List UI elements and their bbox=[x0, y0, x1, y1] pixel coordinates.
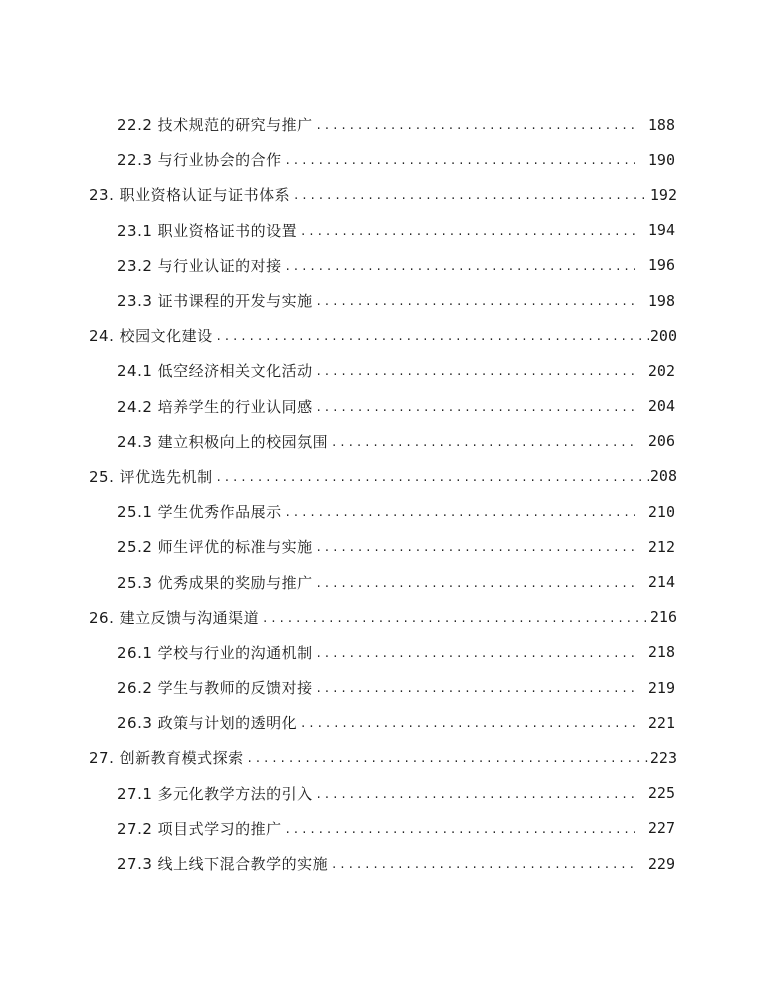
toc-page-number: 214 bbox=[647, 573, 675, 592]
toc-entry-title: 24.2 培养学生的行业认同感 bbox=[117, 397, 313, 416]
toc-page-number: 190 bbox=[647, 150, 675, 169]
toc-entry[interactable] bbox=[0, 142, 765, 177]
dot-leader bbox=[332, 857, 635, 872]
toc-entry-title: 25. 评优选先机制 bbox=[89, 467, 213, 486]
dot-leader bbox=[317, 681, 635, 696]
dot-leader bbox=[301, 716, 635, 731]
toc-page-number: 194 bbox=[647, 221, 675, 240]
toc-entry[interactable] bbox=[0, 389, 765, 424]
dot-leader bbox=[317, 400, 635, 415]
dot-leader bbox=[317, 118, 635, 133]
dot-leader bbox=[294, 188, 649, 203]
toc-entry[interactable] bbox=[0, 635, 765, 670]
toc-page-number: 204 bbox=[647, 397, 675, 416]
dot-leader bbox=[317, 294, 635, 309]
dot-leader bbox=[217, 329, 649, 344]
dot-leader bbox=[286, 505, 635, 520]
toc-entry[interactable] bbox=[0, 424, 765, 459]
toc-entry[interactable] bbox=[0, 811, 765, 846]
toc-entry-title: 24. 校园文化建设 bbox=[89, 327, 213, 346]
toc-entry-title: 26.1 学校与行业的沟通机制 bbox=[117, 643, 313, 662]
toc-page-number: 227 bbox=[647, 819, 675, 838]
toc-entry-title: 23. 职业资格认证与证书体系 bbox=[89, 186, 291, 205]
toc-entry[interactable] bbox=[0, 353, 765, 388]
dot-leader bbox=[332, 435, 635, 450]
toc-chapter-entry[interactable] bbox=[0, 177, 765, 212]
toc-entry-title: 22.3 与行业协会的合作 bbox=[117, 151, 282, 170]
toc-entry-title: 23.3 证书课程的开发与实施 bbox=[117, 292, 313, 311]
toc-entry-title: 24.1 低空经济相关文化活动 bbox=[117, 362, 313, 381]
toc-entry-title: 27.3 线上线下混合教学的实施 bbox=[117, 855, 329, 874]
toc-page-number: 188 bbox=[647, 115, 675, 134]
toc-entry-title: 26.3 政策与计划的透明化 bbox=[117, 714, 298, 733]
toc-entry[interactable] bbox=[0, 283, 765, 318]
toc-entry-title: 23.2 与行业认证的对接 bbox=[117, 256, 282, 275]
toc-page-number: 218 bbox=[647, 643, 675, 662]
toc-entry[interactable] bbox=[0, 213, 765, 248]
toc-entry[interactable] bbox=[0, 529, 765, 564]
toc-page-number: 229 bbox=[647, 854, 675, 873]
toc-entry[interactable] bbox=[0, 705, 765, 740]
toc-chapter-entry[interactable] bbox=[0, 459, 765, 494]
toc-entry-title: 24.3 建立积极向上的校园氛围 bbox=[117, 432, 329, 451]
toc-page-number: 216 bbox=[649, 608, 677, 627]
dot-leader bbox=[317, 576, 635, 591]
toc-page-number: 206 bbox=[647, 432, 675, 451]
toc-page-number: 223 bbox=[649, 748, 677, 767]
toc-chapter-entry[interactable] bbox=[0, 318, 765, 353]
toc-entry[interactable] bbox=[0, 107, 765, 142]
dot-leader bbox=[286, 822, 635, 837]
toc-chapter-entry[interactable] bbox=[0, 740, 765, 775]
dot-leader bbox=[286, 259, 635, 274]
toc-entry-title: 25.3 优秀成果的奖励与推广 bbox=[117, 573, 313, 592]
toc-page-number: 192 bbox=[649, 185, 677, 204]
toc-page-number: 198 bbox=[647, 291, 675, 310]
toc-page-number: 196 bbox=[647, 256, 675, 275]
toc-entry[interactable] bbox=[0, 564, 765, 599]
toc-entry-title: 25.2 师生评优的标准与实施 bbox=[117, 538, 313, 557]
table-of-contents bbox=[0, 107, 765, 881]
toc-entry-title: 22.2 技术规范的研究与推广 bbox=[117, 116, 313, 135]
toc-entry-title: 23.1 职业资格证书的设置 bbox=[117, 221, 298, 240]
toc-page-number: 200 bbox=[649, 326, 677, 345]
toc-page-number: 202 bbox=[647, 361, 675, 380]
toc-page-number: 210 bbox=[647, 502, 675, 521]
toc-entry[interactable] bbox=[0, 776, 765, 811]
dot-leader bbox=[317, 787, 635, 802]
toc-page-number: 212 bbox=[647, 537, 675, 556]
toc-entry-title: 27.2 项目式学习的推广 bbox=[117, 819, 282, 838]
toc-entry[interactable] bbox=[0, 846, 765, 881]
toc-entry-title: 25.1 学生优秀作品展示 bbox=[117, 503, 282, 522]
dot-leader bbox=[248, 751, 649, 766]
toc-entry[interactable] bbox=[0, 494, 765, 529]
toc-entry[interactable] bbox=[0, 670, 765, 705]
dot-leader bbox=[301, 224, 635, 239]
toc-chapter-entry[interactable] bbox=[0, 600, 765, 635]
dot-leader bbox=[317, 364, 635, 379]
toc-entry-title: 26. 建立反馈与沟通渠道 bbox=[89, 608, 260, 627]
dot-leader bbox=[286, 153, 635, 168]
toc-page-number: 221 bbox=[647, 713, 675, 732]
toc-entry-title: 27.1 多元化教学方法的引入 bbox=[117, 784, 313, 803]
toc-page-number: 219 bbox=[647, 678, 675, 697]
toc-page-number: 208 bbox=[649, 467, 677, 486]
toc-entry-title: 27. 创新教育模式探索 bbox=[89, 749, 244, 768]
toc-entry-title: 26.2 学生与教师的反馈对接 bbox=[117, 679, 313, 698]
dot-leader bbox=[217, 470, 649, 485]
toc-page-number: 225 bbox=[647, 784, 675, 803]
dot-leader bbox=[317, 540, 635, 555]
toc-entry[interactable] bbox=[0, 248, 765, 283]
dot-leader bbox=[263, 611, 649, 626]
dot-leader bbox=[317, 646, 635, 661]
